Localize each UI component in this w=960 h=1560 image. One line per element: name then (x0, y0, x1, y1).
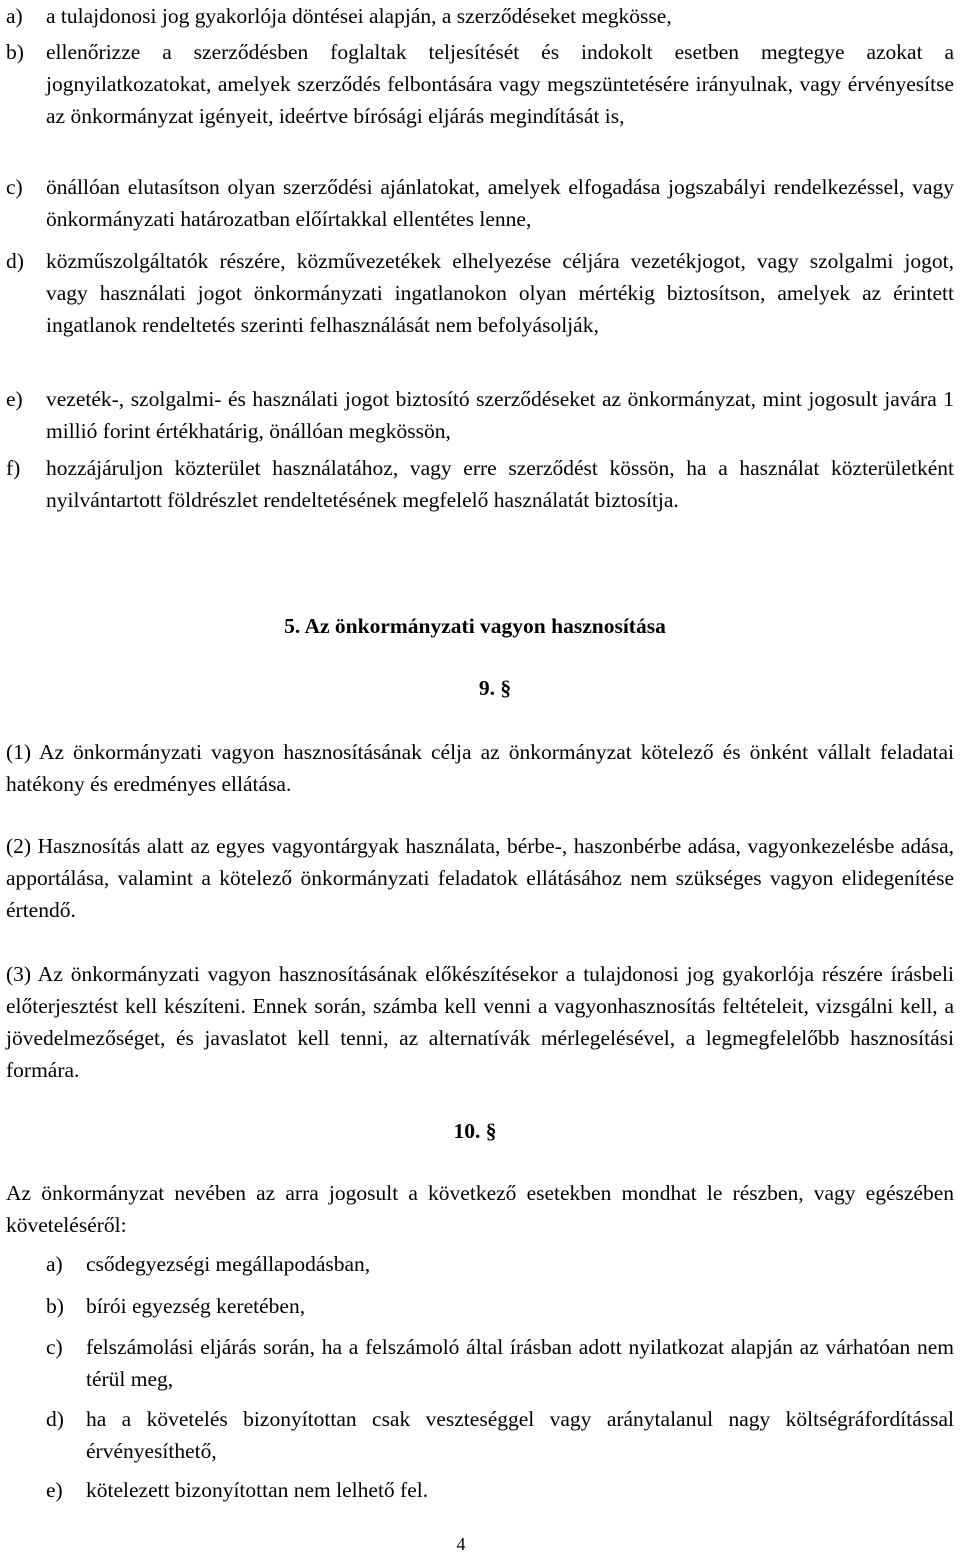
item-label: b) (46, 1294, 64, 1318)
section-heading: 5. Az önkormányzati vagyon hasznosítása (284, 614, 666, 638)
item-c (6, 171, 954, 235)
paragraph-number-9: 9. § (478, 676, 512, 700)
item-text: ellenőrizze a szerződésben foglaltak teljesítését és indokolt esetben megtegye azokat a jognyilatkozatokat, amelyek szerződés felbontására vagy megszüntetésére irányulnak, vagy érvényesítse az önkormányzat igényeit, ideértve bírósági eljárás megindítását is, (46, 40, 954, 128)
item-e (6, 383, 954, 447)
item-label: a) (46, 1252, 63, 1276)
item-text: bírói egyezség keretében, (86, 1294, 306, 1318)
item-label: c) (46, 1335, 63, 1359)
list2-item-c (46, 1331, 954, 1395)
list2-item-b (46, 1290, 954, 1322)
item-label: d) (46, 1407, 64, 1431)
para9-1: (1) Az önkormányzati vagyon hasznosításának célja az önkormányzat kötelező és önként vállalt feladatai hatékony és eredményes ellátása. (6, 740, 954, 796)
item-f (6, 452, 954, 516)
paragraph-number-10: 10. § (453, 1119, 497, 1143)
list2-item-d (46, 1403, 954, 1467)
para9-2: (2) Hasznosítás alatt az egyes vagyontárgyak használata, bérbe-, haszonbérbe adása, vagyonkezelésbe adása, apportálása, valamint a kötelező önkormányzati feladatok ellátásához nem szükséges vagyon elidegenítése értendő. (6, 834, 954, 922)
item-text: kötelezett bizonyítottan nem lelhető fel. (86, 1478, 429, 1502)
item-text: csődegyezségi megállapodásban, (86, 1252, 371, 1276)
item-label: c) (6, 175, 23, 199)
list2-item-e (46, 1474, 954, 1506)
item-text: önállóan elutasítson olyan szerződési ajánlatokat, amelyek elfogadása jogszabályi rendelkezéssel, vagy önkormányzati határozatban előírtakkal ellentétes lenne, (46, 175, 954, 231)
item-b (6, 36, 954, 132)
page-number: 4 (456, 1534, 466, 1554)
item-text: vezeték-, szolgalmi- és használati jogot biztosító szerződéseket az önkormányzat, mint jogosult javára 1 millió forint értékhatárig, önállóan megkössön, (46, 387, 954, 443)
item-label: e) (6, 387, 23, 411)
item-label: d) (6, 249, 24, 273)
item-text: ha a követelés bizonyítottan csak veszteséggel vagy aránytalanul nagy költségráfordítással érvényesíthető, (86, 1407, 954, 1463)
item-a (6, 0, 954, 32)
para10-intro: Az önkormányzat nevében az arra jogosult a következő esetekben mondhat le részben, vagy egészében követeléséről: (6, 1181, 954, 1237)
item-d (6, 245, 954, 341)
item-text: felszámolási eljárás során, ha a felszámoló által írásban adott nyilatkozat alapján az várhatóan nem térül meg, (86, 1335, 954, 1391)
item-label: e) (46, 1478, 63, 1502)
item-label: b) (6, 40, 24, 64)
item-label: f) (6, 456, 21, 480)
item-text: hozzájáruljon közterület használatához, vagy erre szerződést kössön, ha a használat közterületként nyilvántartott földrészlet rendeltetésének megfelelő használatát biztosítja. (46, 456, 954, 512)
item-label: a) (6, 4, 23, 28)
para9-3: (3) Az önkormányzati vagyon hasznosításának előkészítésekor a tulajdonosi jog gyakorlója részére írásbeli előterjesztést kell készíteni. Ennek során, számba kell venni a vagyonhasznosítás feltételeit, vizsgálni kell, a jövedelmezőséget, és javaslatot kell tenni, az alternatívák mérlegelésével, a legmegfelelőbb hasznosítási formára. (6, 962, 954, 1082)
list2-item-a (46, 1248, 954, 1280)
item-text: közműszolgáltatók részére, közművezetékek elhelyezése céljára vezetékjogot, vagy szolgalmi jogot, vagy használati jogot önkormányzati ingatlanokon olyan mértékig biztosítson, amelyek az érintett ingatlanok rendeltetés szerinti felhasználását nem befolyásolják, (46, 249, 954, 337)
item-text: a tulajdonosi jog gyakorlója döntései alapján, a szerződéseket megkösse, (46, 4, 672, 28)
